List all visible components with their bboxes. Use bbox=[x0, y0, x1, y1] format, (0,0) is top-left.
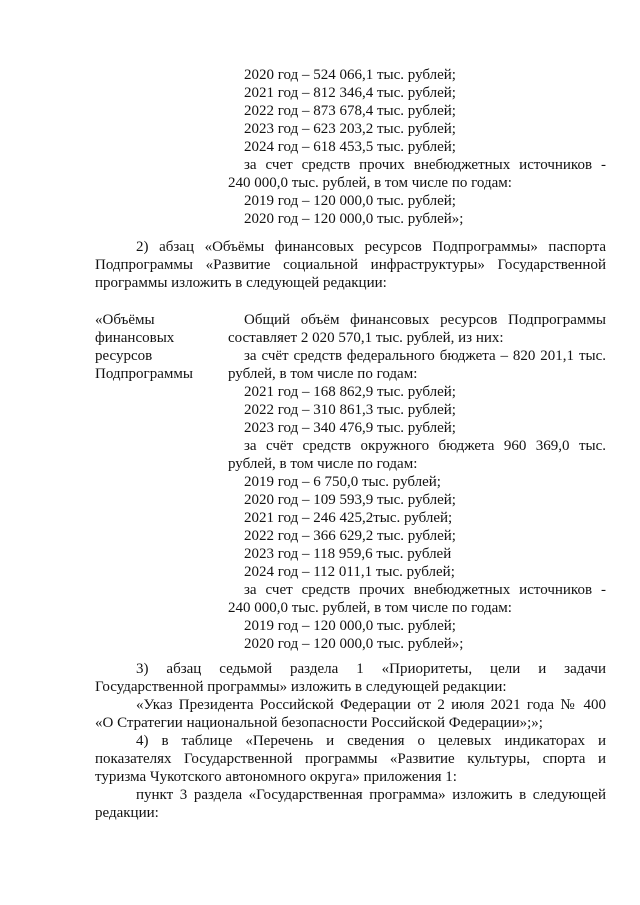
year-line: 2024 год – 112 011,1 тыс. рублей; bbox=[244, 564, 455, 580]
paragraph-line: 4) в таблице «Перечень и сведения о целевых индикаторах и bbox=[136, 733, 606, 749]
label-line: «Объёмы bbox=[95, 312, 155, 328]
year-line: 2022 год – 366 629,2 тыс. рублей; bbox=[244, 528, 456, 544]
funding-table bbox=[0, 311, 640, 652]
year-line: 2024 год – 618 453,5 тыс. рублей; bbox=[244, 139, 456, 155]
paragraph-line: показателях Государственной программы «Развитие культуры, спорта и bbox=[95, 751, 606, 767]
paragraph-line: пункт 3 раздела «Государственная программа» изложить в следующей bbox=[136, 787, 606, 803]
table-right-content bbox=[228, 311, 606, 653]
label-line: ресурсов bbox=[95, 348, 153, 364]
table-left-label bbox=[95, 311, 215, 383]
other-sources-line: 240 000,0 тыс. рублей, в том числе по годам: bbox=[228, 600, 512, 616]
label-line: финансовых bbox=[95, 330, 175, 346]
year-line: 2022 год – 310 861,3 тыс. рублей; bbox=[244, 402, 456, 418]
year-line: 2020 год – 120 000,0 тыс. рублей»; bbox=[244, 636, 464, 652]
year-line: 2023 год – 118 959,6 тыс. рублей bbox=[244, 546, 452, 562]
year-line: 2020 год – 524 066,1 тыс. рублей; bbox=[244, 67, 456, 83]
other-sources-line: 240 000,0 тыс. рублей, в том числе по годам: bbox=[228, 175, 512, 191]
year-line: 2021 год – 812 346,4 тыс. рублей; bbox=[244, 85, 456, 101]
federal-line: рублей, в том числе по годам: bbox=[228, 366, 418, 382]
federal-line: за счёт средств федерального бюджета – 820 201,1 тыс. bbox=[244, 348, 606, 364]
year-line: 2023 год – 340 476,9 тыс. рублей; bbox=[244, 420, 456, 436]
year-line: 2022 год – 873 678,4 тыс. рублей; bbox=[244, 103, 456, 119]
year-line: 2021 год – 168 862,9 тыс. рублей; bbox=[244, 384, 456, 400]
other-sources-line: за счет средств прочих внебюджетных источников - bbox=[244, 582, 606, 598]
total-line: Общий объём финансовых ресурсов Подпрограммы bbox=[244, 312, 606, 328]
item-4-paragraph bbox=[95, 732, 606, 822]
quote-line: «О Стратегии национальной безопасности Российской Федерации»;»; bbox=[95, 715, 543, 731]
paragraph-line: редакции: bbox=[95, 805, 159, 821]
paragraph-line: Государственной программы» изложить в следующей редакции: bbox=[95, 679, 507, 695]
item-3-paragraph bbox=[95, 660, 606, 732]
paragraph-line: 3) абзац седьмой раздела 1 «Приоритеты, цели и задачи bbox=[136, 661, 606, 677]
year-line: 2020 год – 120 000,0 тыс. рублей»; bbox=[244, 211, 464, 227]
label-line: Подпрограммы bbox=[95, 366, 193, 382]
district-line: за счёт средств окружного бюджета 960 369,0 тыс. bbox=[244, 438, 606, 454]
paragraph-line: Подпрограммы «Развитие социальной инфраструктуры» Государственной bbox=[95, 257, 606, 273]
year-line: 2020 год – 109 593,9 тыс. рублей; bbox=[244, 492, 456, 508]
paragraph-line: 2) абзац «Объёмы финансовых ресурсов Подпрограммы» паспорта bbox=[136, 239, 606, 255]
total-line: составляет 2 020 570,1 тыс. рублей, из них: bbox=[228, 330, 504, 346]
year-line: 2019 год – 6 750,0 тыс. рублей; bbox=[244, 474, 441, 490]
year-line: 2019 год – 120 000,0 тыс. рублей; bbox=[244, 618, 456, 634]
top-funding-block bbox=[228, 66, 606, 228]
paragraph-line: программы изложить в следующей редакции: bbox=[95, 275, 387, 291]
other-sources-line: за счет средств прочих внебюджетных источников - bbox=[244, 157, 606, 173]
year-line: 2021 год – 246 425,2тыс. рублей; bbox=[244, 510, 453, 526]
year-line: 2019 год – 120 000,0 тыс. рублей; bbox=[244, 193, 456, 209]
paragraph-line: туризма Чукотского автономного округа» приложения 1: bbox=[95, 769, 457, 785]
district-line: рублей, в том числе по годам: bbox=[228, 456, 418, 472]
quote-line: «Указ Президента Российской Федерации от 2 июля 2021 года № 400 bbox=[136, 697, 606, 713]
year-line: 2023 год – 623 203,2 тыс. рублей; bbox=[244, 121, 456, 137]
item-2-paragraph bbox=[95, 238, 606, 292]
